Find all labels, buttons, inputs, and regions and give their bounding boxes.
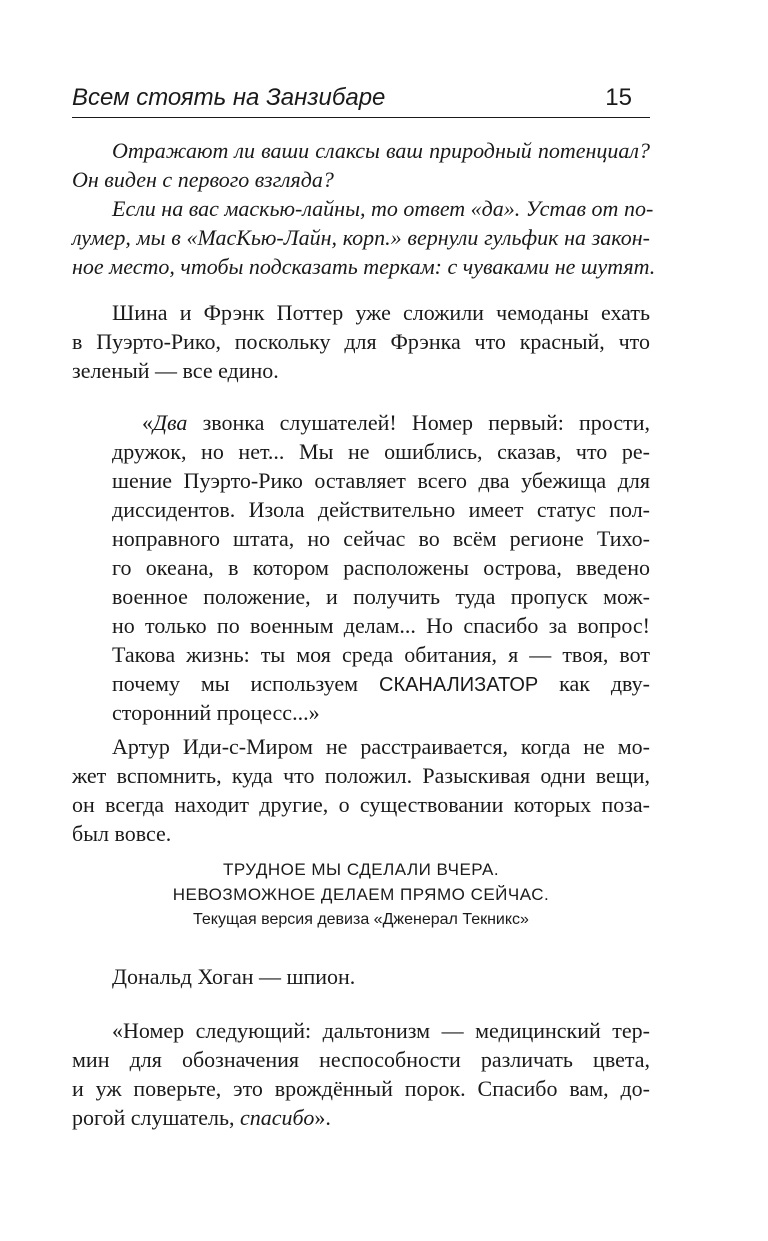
ad-block bbox=[72, 136, 656, 281]
paragraph-line: жет вспомнить, куда что положил. Разыскивая одни вещи, bbox=[72, 763, 650, 788]
quote-line: го океана, в котором расположены острова, введено bbox=[112, 555, 650, 580]
motto-block bbox=[72, 857, 650, 907]
ad-line: лумер, мы в «МасКью-Лайн, корп.» вернули гульфик на закон- bbox=[72, 225, 650, 250]
quote-line: дружок, но нет... Мы не ошиблись, сказав, что ре- bbox=[112, 439, 650, 464]
running-header bbox=[72, 82, 650, 118]
paragraph-line: он всегда находит другие, о существовании которых поза- bbox=[72, 792, 650, 817]
paragraph-daltonism bbox=[72, 1016, 650, 1132]
quote-line: сторонний процесс...» bbox=[112, 700, 320, 725]
paragraph-text: ». bbox=[314, 1105, 331, 1130]
emphasis: Два bbox=[153, 410, 188, 435]
paragraph-line: был вовсе. bbox=[72, 821, 172, 846]
quote-line bbox=[112, 669, 650, 698]
ad-line: ное место, чтобы подсказать теркам: с чуваками не шутят. bbox=[72, 254, 656, 279]
quote-open: « bbox=[142, 410, 153, 435]
paragraph-line: в Пуэрто-Рико, поскольку для Фрэнка что красный, что bbox=[72, 329, 650, 354]
paragraph-arthur bbox=[72, 732, 650, 848]
brand-name: СКАНАЛИЗАТОР bbox=[379, 674, 539, 696]
quote-line: шение Пуэрто-Рико оставляет всего два убежища для bbox=[112, 468, 650, 493]
quote-line: военное положение, и получить туда пропуск мож- bbox=[112, 584, 650, 609]
paragraph-hogan bbox=[72, 962, 650, 991]
ad-line: Отражают ли ваши слаксы ваш природный потенциал? bbox=[112, 138, 650, 163]
paragraph-line: Дональд Хоган — шпион. bbox=[112, 964, 356, 989]
paragraph-line: Артур Иди-с-Миром не расстраивается, когда не мо- bbox=[112, 734, 650, 759]
quote-line: диссидентов. Изола действительно имеет статус пол- bbox=[112, 497, 650, 522]
ad-line: Он виден с первого взгляда? bbox=[72, 167, 334, 192]
radio-quote bbox=[112, 408, 650, 727]
paragraph-line: «Номер следующий: дальтонизм — медицинский тер- bbox=[112, 1018, 650, 1043]
quote-text: как дву- bbox=[538, 671, 650, 696]
motto-attribution: Текущая версия девиза «Дженерал Текникс» bbox=[193, 911, 529, 928]
paragraph-line: Шина и Фрэнк Поттер уже сложили чемоданы ехать bbox=[112, 300, 650, 325]
running-title: Всем стоять на Занзибаре bbox=[72, 84, 386, 111]
paragraph-line: и уж поверьте, это врождённый порок. Спасибо вам, до- bbox=[72, 1076, 650, 1101]
quote-text: почему мы используем bbox=[112, 671, 379, 696]
page-number: 15 bbox=[605, 84, 632, 111]
paragraph-line: зеленый — все едино. bbox=[72, 358, 279, 383]
motto-line: ТРУДНОЕ МЫ СДЕЛАЛИ ВЧЕРА. bbox=[222, 860, 500, 879]
quote-line: но только по военным делам... Но спасибо за вопрос! bbox=[112, 613, 650, 638]
emphasis: спасибо bbox=[240, 1105, 315, 1130]
paragraph-line: мин для обозначения неспособности различать цвета, bbox=[72, 1047, 650, 1072]
paragraph-line bbox=[72, 1103, 650, 1132]
quote-line: Такова жизнь: ты моя среда обитания, я — твоя, вот bbox=[112, 642, 650, 667]
paragraph-text: рогой слушатель, bbox=[72, 1105, 241, 1130]
ad-line: Если на вас маскью-лайны, то ответ «да». Устав от по- bbox=[112, 196, 654, 221]
header-rule bbox=[72, 117, 650, 118]
quote-line bbox=[112, 408, 650, 437]
paragraph-potter bbox=[72, 298, 650, 385]
motto-line: НЕВОЗМОЖНОЕ ДЕЛАЕМ ПРЯМО СЕЙЧАС. bbox=[172, 885, 550, 904]
quote-line: ноправного штата, но сейчас во всём регионе Тихо- bbox=[112, 526, 650, 551]
quote-text: звонка слушателей! Номер первый: прости, bbox=[187, 410, 650, 435]
